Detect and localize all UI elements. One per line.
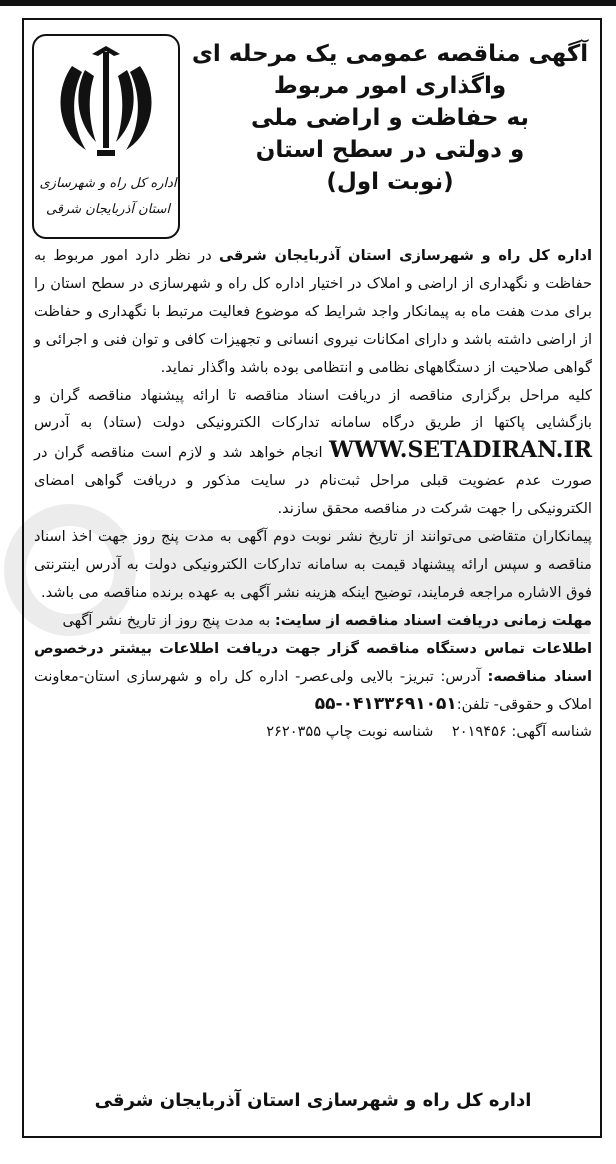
paragraph-deadline bbox=[34, 607, 592, 635]
paragraph-contractors bbox=[34, 523, 592, 607]
logo-box bbox=[32, 34, 180, 239]
top-border-line bbox=[0, 0, 616, 6]
paragraph-intro bbox=[34, 242, 592, 382]
ad-id-value: ۲۰۱۹۴۵۶ bbox=[451, 723, 507, 741]
paragraph-contact bbox=[34, 635, 592, 719]
ad-id-label: شناسه آگهی: bbox=[511, 723, 592, 741]
title-line-2: واگذاری امور مربوط bbox=[273, 73, 507, 99]
deadline-lead: مهلت زمانی دریافت اسناد مناقصه از سایت: bbox=[274, 611, 592, 629]
title-line-1: آگهی مناقصه عمومی یک مرحله ای bbox=[191, 41, 589, 67]
notice-title bbox=[190, 38, 590, 198]
phone-number: ۰۴۱۳۳۶۹۱۰۵۱-۵۵ bbox=[314, 693, 457, 714]
logo-org-line-2: استان آذربایجان شرقی bbox=[45, 202, 171, 217]
procedure-text-a: کلیه مراحل برگزاری مناقصه از دریافت اسناد مناقصه تا ارائه پیشنهاد مناقصه گران و بازگشایی پاکتها از طریق درگاه سامانه تدارکات الکترونیکی دولت (ستاد) به آدرس bbox=[34, 386, 592, 432]
contact-lead: اطلاعات تماس دستگاه مناقصه گزار جهت دریافت اطلاعات بیشتر درخصوص اسناد مناقصه: bbox=[34, 639, 592, 685]
title-line-4: و دولتی در سطح استان bbox=[255, 137, 525, 163]
iran-emblem-icon bbox=[52, 46, 160, 158]
print-id-label: شناسه نوبت چاپ bbox=[325, 723, 434, 741]
contractors-text: پیمانکاران متقاضی می‌توانند از تاریخ نشر نوبت دوم آگهی به مدت پنج روز جهت اخذ اسناد مناقصه و سپس ارائه پیشنهاد قیمت به سامانه تدارکات الکترونیکی دولت به آدرس اینترنتی فوق الاشاره مراجعه فرمایند، توضیح اینکه هزینه نشر آگهی به عهده برنده مناقصه می باشد. bbox=[34, 528, 592, 601]
paragraph-ids bbox=[34, 718, 592, 746]
print-id-value: ۲۶۲۰۳۵۵ bbox=[266, 723, 322, 741]
phone-label: تلفن: bbox=[456, 695, 490, 713]
contact-address: آدرس: تبریز- بالایی ولی‌عصر- اداره کل راه و شهرسازی استان-معاونت املاک و حقوقی- bbox=[34, 667, 592, 713]
footer-org: اداره کل راه و شهرسازی استان آذربایجان شرقی bbox=[94, 1090, 532, 1111]
title-line-3: به حفاظت و اراضی ملی bbox=[250, 105, 530, 131]
paragraph-procedure bbox=[34, 382, 592, 524]
title-line-5: (نوبت اول) bbox=[326, 169, 454, 195]
notice-body bbox=[34, 242, 592, 746]
deadline-text: به مدت پنج روز از تاریخ نشر آگهی bbox=[62, 611, 271, 629]
intro-lead: اداره کل راه و شهرسازی استان آذربایجان شرقی bbox=[219, 247, 592, 264]
intro-text: در نظر دارد امور مربوط به حفاظت و نگهداری از اراضی و املاک در اختیار اداره کل راه و شهرسازی در سطح استان را برای مدت هفت ماه به پیمانکار واجد شرایط که موضوع فعالیت مرتبط با نگهداری و حفاظت از اراضی داشته باشد و دارای امکانات نیروی انسانی و تجهیزات کافی و توان فنی و اجرائی و گواهی صلاحیت از دستگاههای نظامی و انتظامی بوده باشد واگذار نماید. bbox=[34, 247, 592, 376]
procedure-text-b: انجام خواهد شد و لازم است مناقصه گران در صورت عدم عضویت قبلی مراحل ثبت‌نام در سایت مذکور و دریافت گواهی امضای الکترونیکی را جهت شرکت در مناقصه محقق سازند. bbox=[34, 444, 592, 518]
logo-org-line-1: اداره کل راه و شهرسازی bbox=[39, 176, 177, 191]
setad-url-link[interactable]: WWW.SETADIRAN.IR bbox=[329, 437, 593, 464]
